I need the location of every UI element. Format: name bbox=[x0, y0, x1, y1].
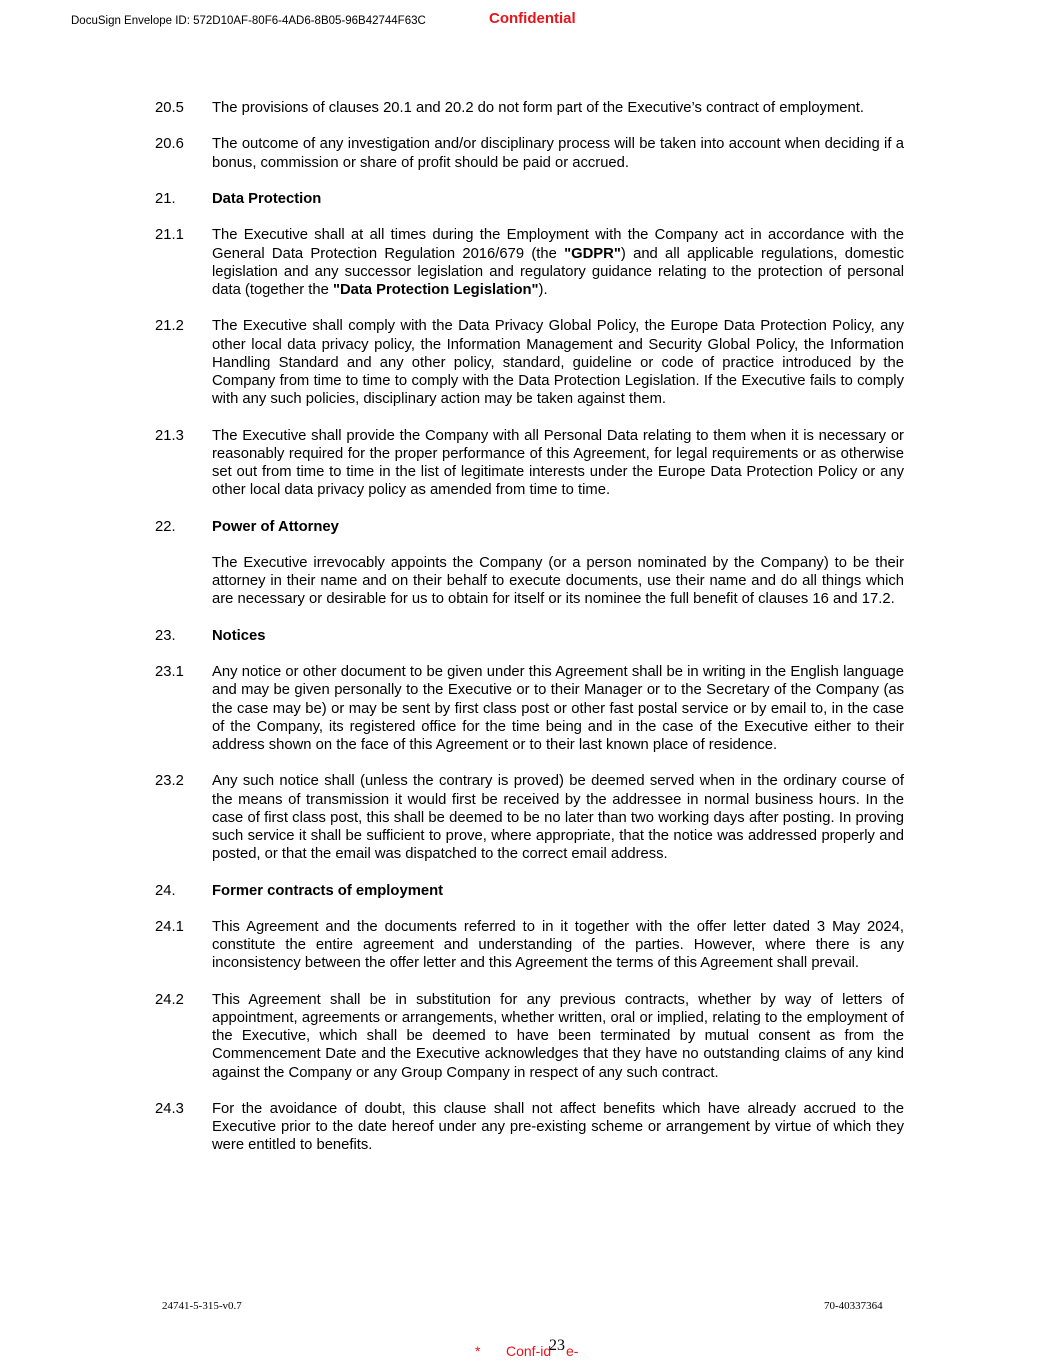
clause-number: 20.6 bbox=[155, 136, 184, 153]
defined-term-gdpr: "GDPR" bbox=[564, 245, 621, 262]
clause-number: 21.2 bbox=[155, 318, 184, 335]
section-24-heading bbox=[155, 882, 904, 900]
clause-text: The Executive shall provide the Company with all Personal Data relating to them when it is necessary or reasonably required for the proper performance of this Agreement, for legal requirements or as otherwise set out from time to time in the list of legitimate interests under the Europe Data Protection Policy or any other local data privacy policy as amended from time to time. bbox=[212, 427, 904, 499]
section-number: 21. bbox=[155, 190, 176, 207]
clause-text: This Agreement shall be in substitution for any previous contracts, whether by way of letters of appointment, agreements or arrangements, whether written, oral or implied, relating to the employment of the Executive, which shall be deemed to have been terminated by mutual consent as from the Commencement Date and the Executive acknowledges that they have no outstanding claims of any kind against the Company or any Group Company in respect of any such contract. bbox=[212, 991, 904, 1081]
section-23-heading bbox=[155, 627, 904, 645]
clause-number: 23.1 bbox=[155, 664, 184, 681]
clause-number: 24.3 bbox=[155, 1100, 184, 1117]
clause-text: The Executive irrevocably appoints the Company (or a person nominated by the Company) to be their attorney in their name and on their behalf to execute documents, use their name and do all things which are necessary or desirable for us to obtain for itself or its nominee the full benefit of clauses 16 and 17.2. bbox=[212, 554, 904, 608]
clause-21-3 bbox=[155, 427, 904, 500]
clause-text bbox=[212, 226, 904, 299]
clause-23-2 bbox=[155, 772, 904, 863]
section-heading: Notices bbox=[212, 627, 266, 644]
clause-text: Any notice or other document to be given under this Agreement shall be in writing in the English language and may be given personally to the Executive or to their Manager or to the Secretary of the Company (as the case may be) or may be sent by first class post or other fast postal service or by email to, in the case of the Company, its registered office for the time being and in the case of the Executive either to their address shown on the face of this Agreement or to their last known place of residence. bbox=[212, 664, 904, 753]
section-number: 22. bbox=[155, 518, 176, 535]
docusign-envelope-id: DocuSign Envelope ID: 572D10AF-80F6-4AD6-8B05-96B42744F63C bbox=[71, 15, 426, 27]
clause-23-1 bbox=[155, 663, 904, 754]
clause-21-1 bbox=[155, 226, 904, 299]
section-number: 24. bbox=[155, 882, 176, 899]
confidential-label: Confidential bbox=[489, 10, 576, 27]
page-number: 23 bbox=[549, 1337, 565, 1354]
footer-matter-reference: 70-40337364 bbox=[824, 1300, 883, 1312]
section-heading: Power of Attorney bbox=[212, 518, 339, 535]
footer-document-reference: 24741-5-315-v0.7 bbox=[162, 1300, 242, 1312]
clause-20-6 bbox=[155, 135, 904, 171]
section-21-heading bbox=[155, 190, 904, 208]
footer-confidential-tail: e- bbox=[566, 1343, 579, 1359]
clause-text-part: The Executive shall at all times during the Employment with the Company act in accordance with the General Data Protection Regulation 2016/679 (the bbox=[212, 227, 904, 262]
clause-24-1 bbox=[155, 918, 904, 973]
clause-text: The outcome of any investigation and/or disciplinary process will be taken into account when deciding if a bonus, commission or share of profit should be paid or accrued. bbox=[212, 136, 904, 171]
document-body bbox=[155, 99, 904, 1173]
clause-21-2 bbox=[155, 317, 904, 408]
clause-number: 21.3 bbox=[155, 427, 184, 444]
clause-number: 24.1 bbox=[155, 918, 184, 935]
clause-24-3 bbox=[155, 1100, 904, 1155]
section-22-heading bbox=[155, 518, 904, 536]
clause-20-5 bbox=[155, 99, 904, 117]
clause-text: For the avoidance of doubt, this clause shall not affect benefits which have already accrued to the Executive prior to the date hereof under any pre-existing scheme or arrangement by virtue of which they were entitled to benefits. bbox=[212, 1100, 904, 1154]
clause-text: The Executive shall comply with the Data Privacy Global Policy, the Europe Data Protection Policy, any other local data privacy policy, the Information Management and Security Global Policy, the Information Handling Standard and any other policy, standard, guideline or code of practice introduced by the Company from time to time to comply with the Data Protection Legislation. If the Executive fails to comply with any such policies, disciplinary action may be taken against them. bbox=[212, 318, 904, 408]
clause-text-part: ). bbox=[538, 281, 548, 298]
clause-number: 23.2 bbox=[155, 773, 184, 790]
clause-22-body bbox=[155, 554, 904, 609]
section-heading: Former contracts of employment bbox=[212, 882, 444, 899]
clause-number bbox=[155, 554, 212, 609]
defined-term-data-protection-legislation: "Data Protection Legislation" bbox=[332, 281, 539, 298]
clause-text: This Agreement and the documents referred to in it together with the offer letter dated 3 May 2024, constitute the entire agreement and understanding of the parties. However, where there is any inconsistency between the offer letter and this Agreement the terms of this Agreement shall prevail. bbox=[212, 918, 904, 972]
section-number: 23. bbox=[155, 627, 176, 644]
clause-text: Any such notice shall (unless the contrary is proved) be deemed served when in the ordinary course of the means of transmission it would first be received by the addressee in normal business hours. In the case of first class post, this shall be deemed to be no later than two working days after posting. In proving such service it shall be sufficient to prove, where appropriate, that the notice was addressed properly and posted, or that the email was dispatched to the correct email address. bbox=[212, 773, 904, 863]
clause-number: 21.1 bbox=[155, 227, 184, 244]
clause-text: The provisions of clauses 20.1 and 20.2 do not form part of the Executive’s contract of employment. bbox=[212, 100, 864, 116]
clause-number: 24.2 bbox=[155, 991, 184, 1008]
footer-star-mark: * bbox=[475, 1343, 481, 1359]
clause-text-part: ) and all applicable regulations, domestic legislation and any successor legislation and regulatory guidance relating to the protection of personal data (together the bbox=[212, 245, 904, 298]
clause-number: 20.5 bbox=[155, 100, 184, 116]
clause-24-2 bbox=[155, 991, 904, 1082]
section-heading: Data Protection bbox=[212, 190, 322, 207]
footer-confidential-mark: Conf-id bbox=[506, 1343, 552, 1359]
